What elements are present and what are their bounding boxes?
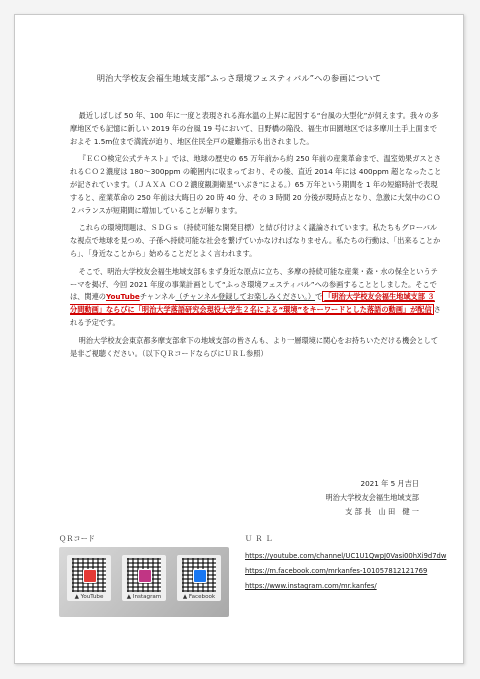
signature-person: 支 部 長 山 田 健 一 xyxy=(345,507,419,516)
signature-block xyxy=(326,477,419,519)
video-highlight: 「明治大学校友会福生地域支部 ３ 分間動画」ならびに「明治大学落語研究会現役大学生２名による“環境”をキーワードとした落語の動画」が配信 xyxy=(70,292,435,315)
paragraph-4-part-f: される予定です。 xyxy=(70,305,441,327)
paragraph-4-part-a: そこで、明治大学校友会福生地域支部もまず身近な原点に立ち、多摩の持続可能な産業・森・水の保全というテーマを掲げ、今回 2021 年度の事業計画として“ふっさ環境フェスティバル”への参画することとしました。そこでは、関連の xyxy=(70,266,438,302)
url-link-instagram[interactable]: https://www.instagram.com/mr.kanfes/ xyxy=(245,582,377,590)
paragraph-4-part-b: チャンネル xyxy=(139,292,176,302)
qr-photo xyxy=(59,547,229,617)
url-link-facebook[interactable]: https://m.facebook.com/mrkanfes-101057812121769 xyxy=(245,567,428,575)
paragraph-4-part-d: で xyxy=(315,292,323,302)
paragraph-3: これらの環境問題は、ＳＤＧｓ（持続可能な開発目標）と結び付けよく議論されています。私たちもグローバルな視点で地球を見つめ、子孫へ持続可能な社会を繋げていかなければなりません。私たちの行動は、「出来ることから」、「身近なことから」始めることだとよく言われます。 xyxy=(70,223,441,258)
channel-subscribe-note: （チャンネル登録してお楽しみください。） xyxy=(175,292,316,302)
document-page xyxy=(14,14,464,664)
youtube-icon xyxy=(83,569,97,583)
qr-card-youtube[interactable] xyxy=(67,555,111,601)
qr-caption-instagram: ▲ Instagram xyxy=(126,594,162,600)
url-link-youtube[interactable]: https://youtube.com/channel/UC1U1QwpJ0Vasi00hXi9d7dw xyxy=(245,552,447,560)
youtube-highlight: YouTube xyxy=(105,292,140,302)
qr-code-youtube xyxy=(72,558,106,592)
instagram-icon xyxy=(138,569,152,583)
qr-code-instagram xyxy=(127,558,161,592)
document-title: 明治大学校友会福生地域支部“ふっさ環境フェスティバル”への参画について xyxy=(96,73,382,83)
paragraph-1: 最近しばしば 50 年、100 年に一度と表現される海水温の上昇に起因する“台風の大型化”が伺えます。我々の多摩地区でも記憶に新しい 2019 年の台風 19 号において、日野橋の陥没、福生市田園地区では多摩川土手上面までおよそ 1.5m位まで満流が迫り、地区住民全戸の避難指示も出されました。 xyxy=(70,111,439,146)
qr-code-facebook xyxy=(182,558,216,592)
signature-date: 2021 年 5 月吉日 xyxy=(360,479,419,488)
qr-card-facebook[interactable] xyxy=(177,555,221,601)
body-text xyxy=(70,110,444,365)
qr-label: ＱＲコード xyxy=(59,534,95,543)
url-label: ＵＲＬ xyxy=(245,534,276,543)
facebook-icon xyxy=(193,569,207,583)
paragraph-5: 明治大学校友会東京都多摩支部傘下の地域支部の皆さんも、より一層環境に関心をお持ちいただける機会として是非ご視聴ください。（以下ＱＲコードならびにＵＲＬ参照） xyxy=(70,335,439,358)
url-list xyxy=(245,549,446,594)
qr-card-instagram[interactable] xyxy=(122,555,166,601)
qr-caption-youtube: ▲ YouTube xyxy=(74,594,104,600)
signature-org: 明治大学校友会福生地域支部 xyxy=(325,493,419,502)
paragraph-2: 『ＥＣＯ検定公式テキスト』では、地球の歴史の 65 万年前から約 250 年前の産業革命まで、温室効果ガスとされるＣＯ２濃度は 180～300ppm の範囲内に収まっており、その後、直近 2014 年には 400ppm 超となったことが記されています。（ＪＡＸＡ ＣＯ２濃度観測衛星“いぶき”による。）65 万年という期間を 1 年の短縮時計で表現すると、産業革命の 250 年前は大晦日の 20 時 40 分、その 3 時間 20 分後が現時点となり、急激に大気中のＣＯ２バランスが短期間に増加していることが解ります。 xyxy=(70,154,442,215)
paragraph-4 xyxy=(70,266,444,330)
qr-caption-facebook: ▲ Facebook xyxy=(182,594,216,600)
